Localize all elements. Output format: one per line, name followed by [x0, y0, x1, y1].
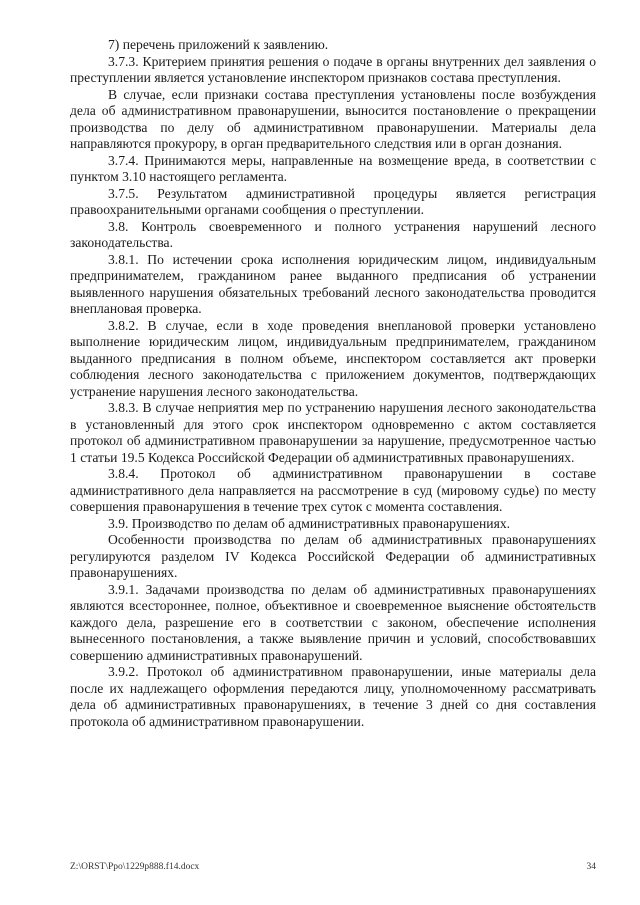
paragraph-3-9-2: 3.9.2. Протокол об административном правонарушении, иные материалы дела после их надлежащего оформления передаются лицу, уполномоченному рассматривать дела об административных правонарушениях, в течение 3 дней со дня составления протокола об административном правонарушении. — [70, 664, 596, 729]
footer-file-path: Z:\ORST\Ppo\1229p888.f14.docx — [70, 862, 200, 872]
paragraph-3-8-4: 3.8.4. Протокол об административном правонарушении в составе административного дела направляется на рассмотрение в суд (мировому судье) по месту совершения правонарушения в течение трех суток с момента составления. — [70, 466, 596, 514]
paragraph-3-9-1: 3.9.1. Задачами производства по делам об административных правонарушениях являются всестороннее, полное, объективное и своевременное выяснение обстоятельств каждого дела, разрешение его в соответствии с законом, обеспечение исполнения вынесенного постановления, а также выявление причин и условий, способствовавших совершению административных правонарушений. — [70, 581, 596, 663]
paragraph-3-7-3: 3.7.3. Критерием принятия решения о подаче в органы внутренних дел заявления о преступлении является установление инспектором признаков состава преступления. — [70, 53, 596, 85]
paragraph-3-8-2: 3.8.2. В случае, если в ходе проведения внеплановой проверки установлено выполнение юридическим лицом, индивидуальным предпринимателем, гражданином выданного предписания в полном объеме, инспектором составляется акт проверки соблюдения лесного законодательства с приложением документов, подтверждающих устранение нарушения лесного законодательства. — [70, 317, 596, 399]
paragraph-crime-signs: В случае, если признаки состава преступления установлены после возбуждения дела об административном правонарушении, выносится постановление о прекращении производства по делу об административном правонарушении. Материалы дела направляются прокурору, в орган предварительного следствия или в орган дознания. — [70, 86, 596, 151]
paragraph-3-8-3: 3.8.3. В случае неприятия мер по устранению нарушения лесного законодательства в установленный для этого срок инспектором одновременно с актом составляется протокол об административном правонарушении за нарушение, предусмотренное частью 1 статьи 19.5 Кодекса Российской Федерации об административных правонарушениях. — [70, 400, 596, 465]
paragraph-3-9: 3.9. Производство по делам об административных правонарушениях. — [108, 515, 511, 531]
paragraph-3-8: 3.8. Контроль своевременного и полного устранения нарушений лесного законодательства. — [70, 218, 596, 250]
paragraph-3-7-5: 3.7.5. Результатом административной процедуры является регистрация правоохранительными органами сообщения о преступлении. — [70, 185, 596, 217]
paragraph-3-8-1: 3.8.1. По истечении срока исполнения юридическим лицом, индивидуальным предпринимателем, гражданином ранее выданного предписания об устранении выявленного нарушения обязательных требований лесного законодательства проводится внеплановая проверка. — [70, 251, 596, 316]
page-number: 34 — [586, 862, 596, 872]
document-body — [70, 37, 596, 730]
paragraph-proceedings-features: Особенности производства по делам об административных правонарушениях регулируются разделом IV Кодекса Российской Федерации об административных правонарушениях. — [70, 532, 596, 580]
paragraph-3-7-4: 3.7.4. Принимаются меры, направленные на возмещение вреда, в соответствии с пунктом 3.10 настоящего регламента. — [70, 152, 596, 184]
paragraph-applications-list: 7) перечень приложений к заявлению. — [108, 37, 329, 52]
